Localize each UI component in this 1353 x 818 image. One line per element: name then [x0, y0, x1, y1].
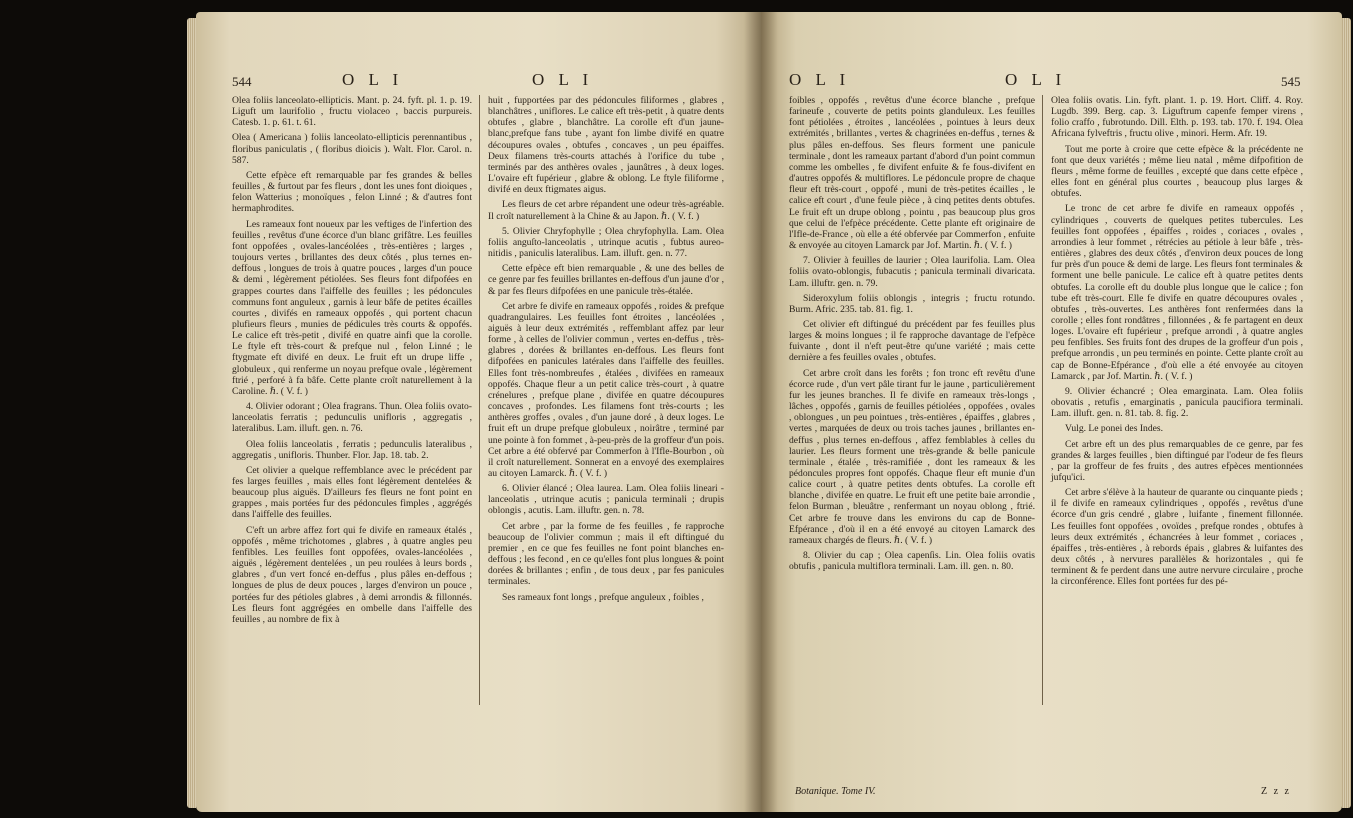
running-head: O L I [1005, 70, 1067, 89]
footer-title: Botanique. Tome IV. [795, 786, 876, 797]
paragraph: 9. Olivier échancré ; Olea emarginata. Lam. Olea foliis obovatis , retufis , emarginatis , panicula paucifiora terminali. Lam. illuft. gen. n. 81. tab. 8. fig. 2. [1051, 385, 1303, 420]
paragraph: Tout me porte à croire que cette efpèce & la précédente ne font que deux variétés ; même lieu natal , même difpofition de fleurs , même forme de feuilles , excepté que dans cette efpèce , elles font en général plus courtes , beaucoup plus larges & obtufes. [1051, 143, 1303, 200]
paragraph: Cet arbre , par la forme de fes feuilles , fe rapproche beaucoup de l'olivier commun ; mais il eft diftingué du premier , en ce que fes feuilles ne font point blanches en-deffous ; les fecond , en ce qu'elles font plus longues & point dorées & brillantes ; enfin , de tous deux , par fes panicules terminales. [488, 520, 724, 588]
paragraph: Sideroxylum foliis oblongis , integris ; fructu rotundo. Burm. Afric. 235. tab. 81. fig. 1. [789, 292, 1035, 315]
running-head: O L I [342, 70, 404, 89]
text-column-left [232, 95, 472, 629]
paragraph: 6. Olivier élancé ; Olea laurea. Lam. Olea foliis lineari - lanceolatis , utrinque acutis ; panicula terminali ; drupis oblongis , acutis. Lam. illuftr. gen. n. 78. [488, 483, 724, 517]
page-number: 545 [1281, 74, 1301, 89]
paragraph: Vulg. Le ponei des Indes. [1065, 423, 1164, 435]
paragraph: Cet arbre croît dans les forêts ; fon tronc eft revêtu d'une écorce rude , d'un vert pâle tirant fur le jaune , particulièrement fur les jeunes branches. Il fe divife en rameaux très-longs , lâches , oppofés , garnis de feuilles pétiolées , oppofées , ovales , oblongues , un peu pointues , très-entières , épaiffes , glabres , vertes , marquées de deux ou trois taches jaunes , brillantes en-deffus , plus ternes en-deffous , affez femblables à celles du laurier. Les fleurs forment une très-grande & belle panicule terminale , étalée , très-ramifiée , dont les rameaux & les pédoncules propres font oppofés. Chaque fleur eft munie d'un calice court , à quatre petites dents obtufes. La corolle eft blanche , divifée en quatre. Le fruit eft une petite baie arrondie , felon Burman , bleuâtre , renfermant un noyau oblong , ftrié. Cet arbre fe trouve dans les environs du cap de Bonne-Efpérance , d'où il en a été envoyé au citoyen Lamarck des rameaux chargés de fleurs. ℏ. ( V. f. ) [789, 367, 1035, 546]
paragraph: huit , fupportées par des pédoncules filiformes , glabres , blanchâtres , uniflores. Le calice eft très-petit , à quatre dents obtufes , glabre , blanchâtre. La corolle eft d'un jaune-blanc,prefque fans tube , ayant fon limbe divifé en quatre découpures ovales , obtufes , concaves , un peu épaiffes. Deux filamens très-courts attachés à l'orifice du tube , terminés par des anthères ovales , jaunâtres , à deux loges. L'ovaire eft fupérieur , glabre & oblong. Le ftyle filiforme , divifé en deux ftigmates aigus. [488, 95, 724, 196]
paragraph: Cet arbre s'élève à la hauteur de quarante ou cinquante pieds ; il fe divife en rameaux cylindriques , oppofés , revêtus d'une écorce d'un gris cendré , glabre , luifante , finement fillonnée. Les feuilles font oppofées , ovoïdes , prefque rondes , obtufes à leurs deux extrémités , échancrées à leur fommet , coriaces , épaiffes , très-entières , à rebords épais , glabres & luifantes des deux côtés , à nervures parallèles & horizontales , qui fe terminent & fe perdent dans une autre nervure circulaire , proche la circonférence. Elles font portées fur des pé- [1051, 487, 1303, 588]
column-rule [1042, 95, 1043, 705]
paragraph: 5. Olivier Chryfophylle ; Olea chryfophylla. Lam. Olea foliis anguſto-lanceolatis , utrinque acutis , fubtus aureo-nitidis , paniculis lateralibus. Lam. illuft. gen. n. 77. [488, 225, 724, 260]
paragraph: Les rameaux font noueux par les veftiges de l'infertion des feuilles , revêtus d'une écorce d'un blanc grifâtre. Les feuilles font oppofées , ovales-lancéolées , très-entières ; larges , toujours vertes , brillantes des deux côtés , plus ternes en-deffous , longues de trois à quatre pouces , larges d'un pouce & demi , légèrement pétiolées. Ses fleurs font difpofées en grappes courtes dans l'aiffelle des feuilles ; les pédoncules communs font anguleux , garnis à leur bâfe de petites écailles courtes , divifés en rameaux oppofés , qui portent chacun plufieurs fleurs , munies de pédicules très courts & oppofés. Le calice eft très-petit , divifé en quatre ainfi que la corolle. Le ftyle eft très-court & prefque nul , felon Linné ; le ftygmate eft divifé en deux. Le fruit eft un drupe liffe , globuleux , qui renferme un noyau prefque ovale , légèrement ftrié , perforé à fa bâfe. Cette plante croît naturellement à la Caroline. ℏ. ( V. f. ) [232, 218, 472, 397]
paragraph: Olea foliis lanceolatis , ferratis ; pedunculis lateralibus , aggregatis , unifloris. Thunber. Flor. Jap. 18. tab. 2. [232, 438, 472, 461]
paragraph: Cet arbre fe divife en rameaux oppofés , roides & prefque quadrangulaires. Les feuilles font étroites , lancéolées , aiguës à leur deux extrémités , reffemblant affez par leur forme , à celles de l'olivier commun , vertes en-deffus , très-glabres , dorées & brillantes en-deffous. Les fleurs font difpofées en panicules latérales dans l'aiffelle des feuilles. Elles font très-nombreufes , étalées , divifées en rameaux oppofés. Chaque fleur a un petit calice très-court , à quatre crénelures , prefque plane , divifée en quatre découpures concaves , profondes. Les filamens font très-courts ; les anthères groffes , ovales , d'un jaune doré , à deux loges. Le fruit eft un drupe prefque globuleux , noirâtre , terminé par une pointe à fon fommet , à-peu-près de la groffeur d'un pois. Cet arbre a été obfervé par Commerfon à l'Ifle-Bourbon , où il croît naturellement. Sonnerat en a envoyé des exemplaires au citoyen Lamarck. ℏ. ( V. f. ) [488, 300, 724, 479]
left-page [196, 12, 761, 812]
paragraph: Olea ( Americana ) foliis lanceolato-ellipticis perennantibus , floribus paniculatis , ( floribus dioicis ). Walt. Flor. Carol. n. 587. [232, 132, 472, 166]
text-column-left [789, 95, 1035, 576]
paragraph: 7. Olivier à feuilles de laurier ; Olea laurifolia. Lam. Olea foliis ovato-oblongis, fubacutis ; panicula terminali divaricata. Lam. illuftr. gen. n. 79. [789, 255, 1035, 289]
paragraph: Olea foliis lanceolato-ellipticis. Mant. p. 24. fyft. pl. 1. p. 19. Liguft um laurifolio , fructu violaceo , baccis purpureis. Catesb. 1. p. 61. t. 61. [232, 95, 472, 129]
paragraph: Cet arbre eft un des plus remarquables de ce genre, par fes grandes & larges feuilles , bien diftingué par l'odeur de fes fleurs , par la groffeur de fes fruits , des autres efpèces mentionnées jufqu'ici. [1051, 438, 1303, 483]
paragraph: 4. Olivier odorant ; Olea fragrans. Thun. Olea foliis ovato-lanceolatis ferratis ; pedunculis unifloris , aggregatis , lateralibus. Lam. illuft. gen. n. 76. [232, 401, 472, 435]
paragraph: Cet olivier eft diftingué du précédent par fes feuilles plus larges & moins longues ; il fe rapproche davantage de l'efpèce fuivante , dont il n'eft peut-être qu'une variété ; mais cette dernière a fes feuilles ovales , obtufes. [789, 318, 1035, 364]
open-book [196, 12, 1342, 812]
right-page [761, 12, 1342, 812]
paragraph: foibles , oppofés , revêtus d'une écorce blanche , prefque farineufe , couverte de petits points glanduleux. Les feuilles font pétiolées , étroites , lancéolées , pointues à leurs deux extrémités , brillantes , vertes & chagrinées en-deffus , ternes & plus pâles en-deffous. Ses fleurs forment une panicule terminale , dont les rameaux partant d'abord d'un point commun comme les ombelles , fe divifent enfuite & fe fous-divifent en d'autres oppofés & multiflores. Le pédoncule propre de chaque fleur eft très-court , oppofé , muni de très-petites écailles , le calice eft court , d'une feule pièce , à cinq petites dents obtufes. Le fruit eft un drupe oblong , pointu , pas beaucoup plus gros que celui de l'efpèce précédente. Cette plante eft originaire de l'Ifle-de-France , où elle a été obfervée par Commerfon , enfuite & envoyée au citoyen Lamarck par Jof. Martin. ℏ. ( V. f. ) [789, 95, 1035, 252]
paragraph: Cette efpèce eft bien remarquable , & une des belles de ce genre par fes feuilles brillantes en-deffous d'un jaune d'or , & par fes fleurs difpofées en une panicule très-étalée. [488, 263, 724, 297]
text-column-right [488, 95, 724, 607]
running-head: O L I [532, 70, 594, 89]
book-gutter [744, 12, 778, 812]
paragraph: Ses rameaux font longs , prefque anguleux , foibles , [502, 591, 704, 603]
running-head: O L I [789, 70, 851, 89]
paragraph: Cette efpèce eft remarquable par fes grandes & belles feuilles , & furtout par fes fleurs , dont les unes font dioiques , felon Watterius ; monoïques , felon Linné ; & d'autres font hermaphrodites. [232, 169, 472, 215]
paragraph: 8. Olivier du cap ; Olea capenſis. Lin. Olea foliis ovatis obtufis , panicula multiflora terminali. Lam. ill. gen. n. 80. [789, 550, 1035, 573]
paragraph: Olea foliis ovatis. Lin. fyft. plant. 1. p. 19. Hort. Cliff. 4. Roy. Lugdb. 399. Berg. cap. 3. Liguftrum capenfe femper virens , folio craffo , fubrotundo. Dill. Elth. p. 193. tab. 170. f. 194. Olea Africana fylveftris , fructu olive , minori. Herm. Afr. 19. [1051, 95, 1303, 140]
paragraph: Cet olivier a quelque reffemblance avec le précédent par fes larges feuilles , mais elles font légèrement dentelées & beaucoup plus aiguës. D'ailleurs fes fleurs ne font point en grappes , mais portées fur des pédoncules fimples , aggrégés dans l'aiffelle des feuilles. [232, 464, 472, 521]
text-column-right [1051, 95, 1303, 592]
paragraph: Les fleurs de cet arbre répandent une odeur très-agréable. Il croît naturellement à la Chine & au Japon. ℏ. ( V. f. ) [488, 199, 724, 222]
column-rule [479, 95, 480, 705]
signature-mark: Z z z [1261, 786, 1291, 797]
page-edges-right [1342, 18, 1351, 808]
paragraph: C'eft un arbre affez fort qui fe divife en rameaux étalés , oppofés , même trichotomes , glabres , à quatre angles peu fenfibles. Les feuilles font oppofées, ovales-lancéolées , aiguës , légèrement dentelées , un peu roulées à leurs bords , glabres , d'un vert foncé en-deffus , plus pâles en-deffous ; longues de plus de deux pouces , larges d'environ un pouce , portées fur des pétioles glabres , à demi arrondis & fillonnés. Les fleurs font aggrégées en ombelle dans l'aiffelle des feuilles , au nombre de fix à [232, 524, 472, 625]
paragraph: Le tronc de cet arbre fe divife en rameaux oppofés , cylindriques , couverts de quelques petites tubercules. Les feuilles font oppofées , épaiffes , roides , coriaces , ovales , arrondies à leur fommet , rétrécies au pétiole à leur bâfe , très-entières , glabres des deux côtés , d'environ deux pouces de long fur près d'un pouce & demi de large. Les fleurs font terminales & forment une belle panicule. Le calice eft à quatre petites dents obtufes. La corolle eft du double plus longue que le calice ; fon tube eft très-court. Elle fe divife en quatre découpures ovales , obtufes , très-ouvertes. Les anthères font renfermées dans la corolle ; elles font rondâtres , fillonnées , & fe partagent en deux loges. L'ovaire eft fupérieur , prefque arrondi , à quatre angles peu fenfibles. Ses fruits font des drupes de la groffeur d'un pois , prefque arrondis , un peu terminés en pointe. Cette plante croît au cap de Bonne-Efpérance , d'où elle a été envoyée au citoyen Lamarck , par Jof. Martin. ℏ. ( V. f. ) [1051, 203, 1303, 382]
page-edges-left [187, 18, 196, 808]
page-number: 544 [232, 74, 252, 89]
